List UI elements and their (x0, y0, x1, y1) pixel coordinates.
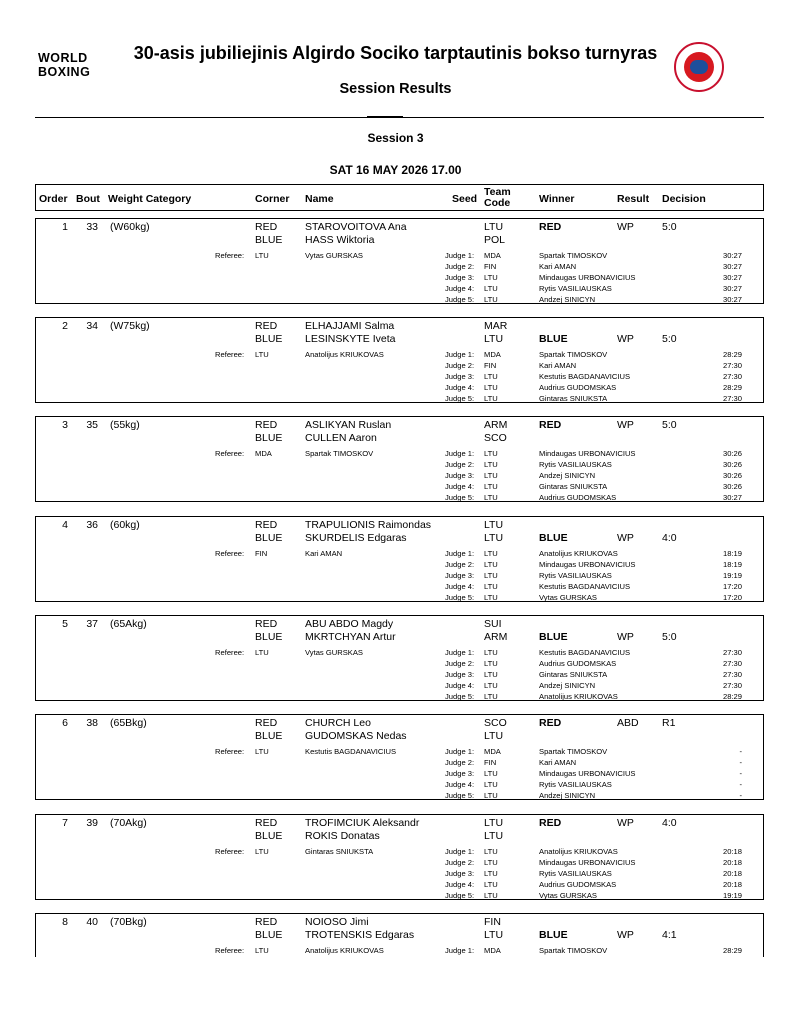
red-boxer-name: NOIOSO Jimi (305, 916, 369, 928)
federation-emblem-icon (674, 42, 724, 92)
judge-name: Rytis VASILIAUSKAS (539, 283, 612, 293)
bout-block (35, 615, 764, 701)
judge-score: 30:27 (722, 261, 742, 271)
bout-number: 36 (86, 519, 98, 531)
bout-number: 37 (86, 618, 98, 630)
corner-blue: BLUE (255, 730, 283, 742)
judge-label: Judge 5: (445, 790, 475, 800)
winner: BLUE (539, 333, 568, 345)
judge-label: Judge 5: (445, 691, 475, 701)
judge-label: Judge 3: (445, 768, 475, 778)
judge-score: 27:30 (722, 648, 742, 657)
corner-red: RED (255, 817, 278, 829)
judge-score: 18:19 (722, 549, 742, 558)
judge-score: 30:27 (722, 251, 742, 260)
referee-label: Referee: (215, 449, 245, 458)
judge-country: LTU (484, 691, 498, 701)
weight-category: (55kg) (110, 419, 140, 431)
judge-label: Judge 5: (445, 393, 475, 403)
red-team-code: SUI (484, 618, 502, 630)
judge-label: Judge 1: (445, 847, 475, 856)
weight-category: (65Akg) (110, 618, 147, 630)
judge-label: Judge 3: (445, 669, 475, 679)
judge-label: Judge 1: (445, 449, 475, 458)
judge-country: LTU (484, 371, 498, 381)
decision: 4:0 (662, 817, 677, 829)
corner-red: RED (255, 320, 278, 332)
weight-category: (70Akg) (110, 817, 147, 829)
blue-team-code: LTU (484, 830, 504, 842)
weight-category: (70Bkg) (110, 916, 147, 928)
decision: 4:1 (662, 929, 677, 941)
table-header (35, 184, 764, 211)
winner: RED (539, 717, 562, 729)
bout-order: 8 (62, 916, 68, 928)
judge-score: 30:27 (722, 492, 742, 502)
result: WP (617, 333, 634, 345)
corner-blue: BLUE (255, 234, 283, 246)
judge-label: Judge 3: (445, 371, 475, 381)
judge-score: 18:19 (722, 559, 742, 569)
judge-score: 19:19 (722, 570, 742, 580)
bout-order: 5 (62, 618, 68, 630)
judge-country: LTU (484, 779, 498, 789)
judge-country: LTU (484, 581, 498, 591)
decision: 4:0 (662, 532, 677, 544)
judge-score: - (739, 768, 742, 778)
judge-country: LTU (484, 459, 498, 469)
judge-label: Judge 4: (445, 879, 475, 889)
judge-country: LTU (484, 879, 498, 889)
corner-blue: BLUE (255, 432, 283, 444)
judge-name: Kari AMAN (539, 261, 577, 271)
red-boxer-name: ELHAJJAMI Salma (305, 320, 395, 332)
judge-name: Anatolijus KRIUKOVAS (539, 691, 618, 701)
logo-text-boxing: BOXING (38, 65, 91, 79)
referee-country: FIN (255, 549, 268, 558)
referee-name: Kari AMAN (305, 549, 343, 558)
col-name: Name (305, 193, 334, 205)
bout-order: 4 (62, 519, 68, 531)
judge-country: MDA (484, 251, 501, 260)
referee-country: LTU (255, 350, 269, 359)
judge-country: LTU (484, 857, 498, 867)
bout-order: 7 (62, 817, 68, 829)
judge-score: 28:29 (722, 946, 742, 955)
judge-label: Judge 4: (445, 283, 475, 293)
judge-name: Kestutis BAGDANAVICIUS (539, 371, 631, 381)
blue-team-code: POL (484, 234, 506, 246)
judge-name: Kari AMAN (539, 360, 577, 370)
col-weight: Weight Category (108, 193, 192, 205)
bout-block (35, 714, 764, 800)
judge-country: LTU (484, 449, 498, 458)
referee-label: Referee: (215, 747, 245, 756)
red-boxer-name: ABU ABDO Magdy (305, 618, 394, 630)
bout-block (35, 416, 764, 502)
result: WP (617, 817, 634, 829)
decision: 5:0 (662, 333, 677, 345)
judge-country: LTU (484, 492, 498, 502)
referee-name: Anatolijus KRIUKOVAS (305, 946, 384, 955)
winner: BLUE (539, 532, 568, 544)
judge-name: Rytis VASILIAUSKAS (539, 570, 612, 580)
page-title: 30-asis jubiliejinis Algirdo Sociko tarptautinis bokso turnyras (133, 43, 658, 63)
corner-blue: BLUE (255, 631, 283, 643)
weight-category: (65Bkg) (110, 717, 147, 729)
judge-country: LTU (484, 890, 498, 900)
referee-country: MDA (255, 449, 272, 458)
judge-score: 27:30 (722, 658, 742, 668)
judge-country: LTU (484, 470, 498, 480)
decision: 5:0 (662, 419, 677, 431)
corner-red: RED (255, 419, 278, 431)
judge-score: 20:18 (722, 879, 742, 889)
judge-label: Judge 2: (445, 459, 475, 469)
judge-score: - (739, 790, 742, 800)
blue-team-code: LTU (484, 730, 504, 742)
judge-name: Rytis VASILIAUSKAS (539, 459, 612, 469)
referee-label: Referee: (215, 946, 245, 955)
col-bout: Bout (76, 193, 100, 205)
judge-name: Mindaugas URBONAVICIUS (539, 559, 636, 569)
bout-number: 40 (86, 916, 98, 928)
bout-block (35, 814, 764, 900)
blue-team-code: LTU (484, 532, 504, 544)
judge-label: Judge 4: (445, 581, 475, 591)
corner-blue: BLUE (255, 830, 283, 842)
judge-country: LTU (484, 868, 498, 878)
judge-score: 17:20 (722, 592, 742, 602)
judge-label: Judge 3: (445, 470, 475, 480)
blue-team-code: LTU (484, 929, 504, 941)
red-team-code: LTU (484, 817, 504, 829)
header-divider-accent (367, 116, 403, 118)
red-boxer-name: CHURCH Leo (305, 717, 371, 729)
referee-label: Referee: (215, 847, 245, 856)
result: WP (617, 631, 634, 643)
col-winner: Winner (539, 193, 575, 205)
col-decision: Decision (662, 193, 706, 205)
judge-country: LTU (484, 680, 498, 690)
judge-score: 28:29 (722, 350, 742, 359)
judge-score: 27:30 (722, 669, 742, 679)
judge-score: 27:30 (722, 680, 742, 690)
weight-category: (60kg) (110, 519, 140, 531)
judge-label: Judge 1: (445, 251, 475, 260)
referee-name: Kestutis BAGDANAVICIUS (305, 747, 397, 756)
bout-block (35, 516, 764, 602)
judge-name: Mindaugas URBONAVICIUS (539, 768, 636, 778)
judge-country: LTU (484, 382, 498, 392)
judge-score: - (739, 779, 742, 789)
judge-score: 30:26 (722, 481, 742, 491)
corner-red: RED (255, 916, 278, 928)
judge-country: MDA (484, 747, 501, 756)
judge-name: Gintaras SNIUKSTA (539, 393, 608, 403)
judge-label: Judge 4: (445, 382, 475, 392)
corner-blue: BLUE (255, 532, 283, 544)
referee-country: LTU (255, 847, 269, 856)
winner: RED (539, 817, 562, 829)
judge-label: Judge 1: (445, 946, 475, 955)
judge-name: Kari AMAN (539, 757, 577, 767)
judge-score: 28:29 (722, 382, 742, 392)
judge-name: Andzej SINICYN (539, 294, 596, 304)
judge-label: Judge 1: (445, 747, 475, 756)
judge-label: Judge 5: (445, 592, 475, 602)
judge-label: Judge 2: (445, 360, 475, 370)
judge-score: 28:29 (722, 691, 742, 701)
bout-number: 39 (86, 817, 98, 829)
blue-boxer-name: MKRTCHYAN Artur (305, 631, 396, 643)
judge-score: 27:30 (722, 393, 742, 403)
red-boxer-name: STAROVOITOVA Ana (305, 221, 407, 233)
judge-score: 30:26 (722, 449, 742, 458)
red-boxer-name: ASLIKYAN Ruslan (305, 419, 392, 431)
judge-country: FIN (484, 261, 497, 271)
judge-score: - (739, 747, 742, 756)
red-team-code: ARM (484, 419, 508, 431)
result: ABD (617, 717, 639, 729)
logo-text-world: WORLD (38, 51, 88, 65)
referee-country: LTU (255, 946, 269, 955)
referee-country: LTU (255, 648, 269, 657)
red-team-code: SCO (484, 717, 507, 729)
decision: 5:0 (662, 631, 677, 643)
col-result: Result (617, 193, 650, 205)
corner-red: RED (255, 717, 278, 729)
result: WP (617, 419, 634, 431)
referee-name: Spartak TIMOSKOV (305, 449, 374, 458)
referee-name: Anatolijus KRIUKOVAS (305, 350, 384, 359)
judge-label: Judge 2: (445, 559, 475, 569)
judge-label: Judge 5: (445, 492, 475, 502)
judge-score: 20:18 (722, 868, 742, 878)
judge-name: Rytis VASILIAUSKAS (539, 868, 612, 878)
referee-country: LTU (255, 251, 269, 260)
winner: RED (539, 419, 562, 431)
judge-name: Gintaras SNIUKSTA (539, 669, 608, 679)
judge-country: LTU (484, 481, 498, 491)
judge-score: 20:18 (722, 847, 742, 856)
judge-score: 27:30 (722, 360, 742, 370)
judge-country: LTU (484, 393, 498, 403)
bout-order: 2 (62, 320, 68, 332)
red-team-code: FIN (484, 916, 501, 928)
result: WP (617, 532, 634, 544)
judge-label: Judge 5: (445, 890, 475, 900)
judge-score: 17:20 (722, 581, 742, 591)
judge-country: MDA (484, 350, 501, 359)
corner-red: RED (255, 519, 278, 531)
referee-name: Vytas GURSKAS (305, 251, 363, 260)
judge-score: 30:26 (722, 459, 742, 469)
judge-name: Mindaugas URBONAVICIUS (539, 449, 636, 458)
col-team-code: Team Code (484, 186, 511, 209)
bout-number: 34 (86, 320, 98, 332)
blue-boxer-name: LESINSKYTE Iveta (305, 333, 396, 345)
judge-country: LTU (484, 294, 498, 304)
corner-blue: BLUE (255, 333, 283, 345)
judge-name: Spartak TIMOSKOV (539, 946, 608, 955)
judge-country: LTU (484, 559, 498, 569)
judge-score: 30:26 (722, 470, 742, 480)
corner-red: RED (255, 221, 278, 233)
red-boxer-name: TRAPULIONIS Raimondas (305, 519, 432, 531)
col-corner: Corner (255, 193, 290, 205)
judge-label: Judge 3: (445, 868, 475, 878)
bout-block (35, 317, 764, 403)
judge-name: Gintaras SNIUKSTA (539, 481, 608, 491)
judge-country: FIN (484, 360, 497, 370)
red-team-code: LTU (484, 519, 504, 531)
session-label: Session 3 (367, 131, 424, 145)
judge-name: Audrius GUDOMSKAS (539, 658, 617, 668)
judge-score: 30:27 (722, 272, 742, 282)
referee-country: LTU (255, 747, 269, 756)
blue-boxer-name: SKURDELIS Edgaras (305, 532, 407, 544)
winner: RED (539, 221, 562, 233)
judge-name: Andzej SINICYN (539, 790, 596, 800)
bout-order: 1 (62, 221, 68, 233)
blue-boxer-name: TROTENSKIS Edgaras (305, 929, 415, 941)
bout-block (35, 913, 764, 957)
bout-block (35, 218, 764, 304)
red-boxer-name: TROFIMCIUK Aleksandr (305, 817, 420, 829)
judge-label: Judge 4: (445, 779, 475, 789)
judge-name: Audrius GUDOMSKAS (539, 382, 617, 392)
bout-order: 6 (62, 717, 68, 729)
blue-boxer-name: CULLEN Aaron (305, 432, 377, 444)
blue-boxer-name: HASS Wiktoria (305, 234, 375, 246)
judge-country: LTU (484, 658, 498, 668)
result: WP (617, 929, 634, 941)
red-team-code: MAR (484, 320, 508, 332)
weight-category: (W75kg) (110, 320, 150, 332)
judge-name: Mindaugas URBONAVICIUS (539, 857, 636, 867)
bout-number: 38 (86, 717, 98, 729)
judge-country: FIN (484, 757, 497, 767)
judge-country: LTU (484, 272, 498, 282)
judge-label: Judge 2: (445, 757, 475, 767)
bout-number: 33 (86, 221, 98, 233)
judge-label: Judge 2: (445, 857, 475, 867)
judge-label: Judge 3: (445, 570, 475, 580)
judge-name: Rytis VASILIAUSKAS (539, 779, 612, 789)
judge-label: Judge 1: (445, 648, 475, 657)
judge-country: LTU (484, 669, 498, 679)
judge-score: 30:27 (722, 294, 742, 304)
judge-label: Judge 1: (445, 350, 475, 359)
judge-score: - (739, 757, 742, 767)
blue-boxer-name: GUDOMSKAS Nedas (305, 730, 407, 742)
page-subtitle: Session Results (339, 81, 452, 97)
bout-order: 3 (62, 419, 68, 431)
red-team-code: LTU (484, 221, 504, 233)
judge-country: LTU (484, 768, 498, 778)
judge-name: Kestutis BAGDANAVICIUS (539, 581, 631, 591)
decision: R1 (662, 717, 676, 729)
decision: 5:0 (662, 221, 677, 233)
judge-country: LTU (484, 592, 498, 602)
judge-country: MDA (484, 946, 501, 955)
col-seed: Seed (452, 193, 478, 205)
blue-team-code: ARM (484, 631, 508, 643)
judge-country: LTU (484, 283, 498, 293)
judge-name: Kestutis BAGDANAVICIUS (539, 648, 631, 657)
judge-score: 19:19 (722, 890, 742, 900)
corner-red: RED (255, 618, 278, 630)
judge-country: LTU (484, 549, 498, 558)
judge-score: 27:30 (722, 371, 742, 381)
session-datetime: SAT 16 MAY 2026 17.00 (329, 163, 462, 177)
judge-name: Audrius GUDOMSKAS (539, 492, 617, 502)
judge-country: LTU (484, 648, 498, 657)
judge-name: Vytas GURSKAS (539, 890, 597, 900)
judge-country: LTU (484, 570, 498, 580)
judge-label: Judge 3: (445, 272, 475, 282)
judge-label: Judge 4: (445, 481, 475, 491)
judge-name: Vytas GURSKAS (539, 592, 597, 602)
judge-country: LTU (484, 847, 498, 856)
referee-label: Referee: (215, 549, 245, 558)
judge-name: Spartak TIMOSKOV (539, 747, 608, 756)
judge-name: Andzej SINICYN (539, 680, 596, 690)
referee-name: Gintaras SNIUKSTA (305, 847, 374, 856)
referee-label: Referee: (215, 648, 245, 657)
judge-label: Judge 1: (445, 549, 475, 558)
judge-name: Spartak TIMOSKOV (539, 350, 608, 359)
judge-name: Anatolijus KRIUKOVAS (539, 549, 618, 558)
result: WP (617, 221, 634, 233)
judge-label: Judge 5: (445, 294, 475, 304)
judge-score: 30:27 (722, 283, 742, 293)
referee-label: Referee: (215, 251, 245, 260)
judge-name: Andzej SINICYN (539, 470, 596, 480)
referee-label: Referee: (215, 350, 245, 359)
judge-name: Anatolijus KRIUKOVAS (539, 847, 618, 856)
winner: BLUE (539, 929, 568, 941)
judge-name: Mindaugas URBONAVICIUS (539, 272, 636, 282)
judge-label: Judge 4: (445, 680, 475, 690)
blue-team-code: SCO (484, 432, 507, 444)
blue-boxer-name: ROKIS Donatas (305, 830, 380, 842)
judge-name: Audrius GUDOMSKAS (539, 879, 617, 889)
judge-label: Judge 2: (445, 261, 475, 271)
judge-country: LTU (484, 790, 498, 800)
judge-score: 20:18 (722, 857, 742, 867)
judge-name: Spartak TIMOSKOV (539, 251, 608, 260)
winner: BLUE (539, 631, 568, 643)
judge-label: Judge 2: (445, 658, 475, 668)
corner-blue: BLUE (255, 929, 283, 941)
blue-team-code: LTU (484, 333, 504, 345)
col-order: Order (39, 193, 68, 205)
referee-name: Vytas GURSKAS (305, 648, 363, 657)
weight-category: (W60kg) (110, 221, 150, 233)
bout-number: 35 (86, 419, 98, 431)
